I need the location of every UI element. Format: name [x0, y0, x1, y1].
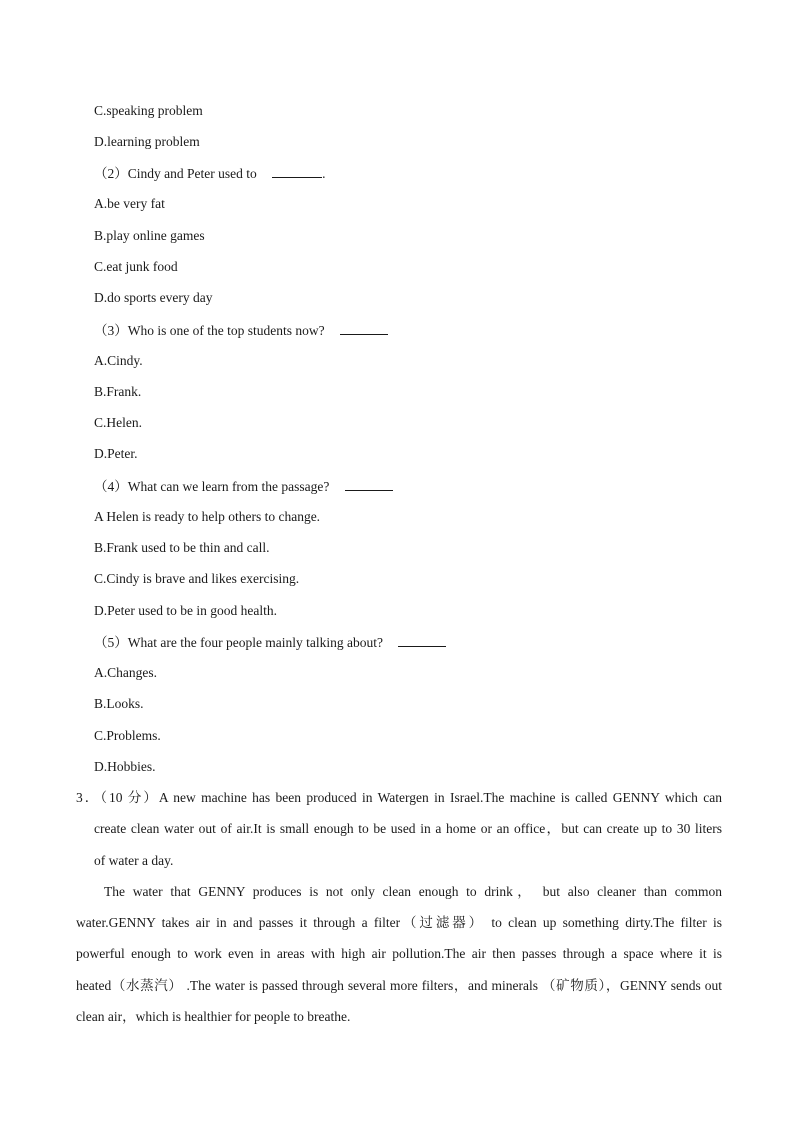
q4-option-a: A Helen is ready to help others to change.	[94, 509, 321, 524]
passage-paragraph-2-line-4: heated（水蒸汽） .The water is passed through several more filters，and minerals （矿物质），GENNY sends out	[76, 978, 722, 993]
passage-paragraph-2-line-2: water.GENNY takes air in and passes it through a filter（过滤器） to clean up something dirty.The filter is	[76, 915, 722, 930]
q2-answer-blank	[272, 165, 322, 178]
passage-paragraph-1-line-2: create clean water out of air.It is small enough to be used in a home or an office，but can create up to 30 liters	[94, 821, 722, 836]
q4-stem	[94, 478, 393, 495]
passage-paragraph-1-line-1: 3．（10 分）A new machine has been produced in Watergen in Israel.The machine is called GENNY which can	[76, 790, 722, 805]
q4-answer-blank	[345, 478, 393, 491]
passage-paragraph-2-line-3: powerful enough to work even in areas with high air pollution.The air then passes through a space where it is	[76, 946, 722, 961]
q5-option-c: C.Problems.	[94, 728, 161, 743]
q3-answer-blank	[340, 322, 388, 335]
q3-option-b: B.Frank.	[94, 384, 142, 399]
q5-option-a: A.Changes.	[94, 665, 157, 680]
q1-option-c: C.speaking problem	[94, 103, 203, 118]
q2-option-c: C.eat junk food	[94, 259, 178, 274]
q2-stem	[94, 165, 325, 182]
q5-stem-text: （5）What are the four people mainly talking about?	[94, 635, 384, 650]
q5-option-d: D.Hobbies.	[94, 759, 156, 774]
q3-stem-text: （3）Who is one of the top students now?	[94, 323, 325, 338]
q2-stem-end: .	[322, 166, 326, 181]
q4-option-c: C.Cindy is brave and likes exercising.	[94, 571, 300, 586]
q5-option-b: B.Looks.	[94, 696, 144, 711]
q2-stem-text: （2）Cindy and Peter used to	[94, 166, 257, 181]
q2-option-b: B.play online games	[94, 228, 205, 243]
q4-option-d: D.Peter used to be in good health.	[94, 603, 277, 618]
q3-option-d: D.Peter.	[94, 446, 138, 461]
q5-stem	[94, 634, 446, 651]
q3-option-a: A.Cindy.	[94, 353, 143, 368]
q2-option-d: D.do sports every day	[94, 290, 213, 305]
q4-stem-text: （4）What can we learn from the passage?	[94, 479, 330, 494]
q1-option-d: D.learning problem	[94, 134, 200, 149]
passage-paragraph-2-line-1: The water that GENNY produces is not only clean enough to drink， but also cleaner than common	[104, 884, 722, 899]
q2-option-a: A.be very fat	[94, 196, 165, 211]
passage-paragraph-2-line-5: clean air，which is healthier for people to breathe.	[76, 1009, 351, 1024]
q3-stem	[94, 322, 388, 339]
q4-option-b: B.Frank used to be thin and call.	[94, 540, 270, 555]
q5-answer-blank	[398, 634, 446, 647]
q3-option-c: C.Helen.	[94, 415, 142, 430]
passage-paragraph-1-line-3: of water a day.	[94, 853, 174, 868]
